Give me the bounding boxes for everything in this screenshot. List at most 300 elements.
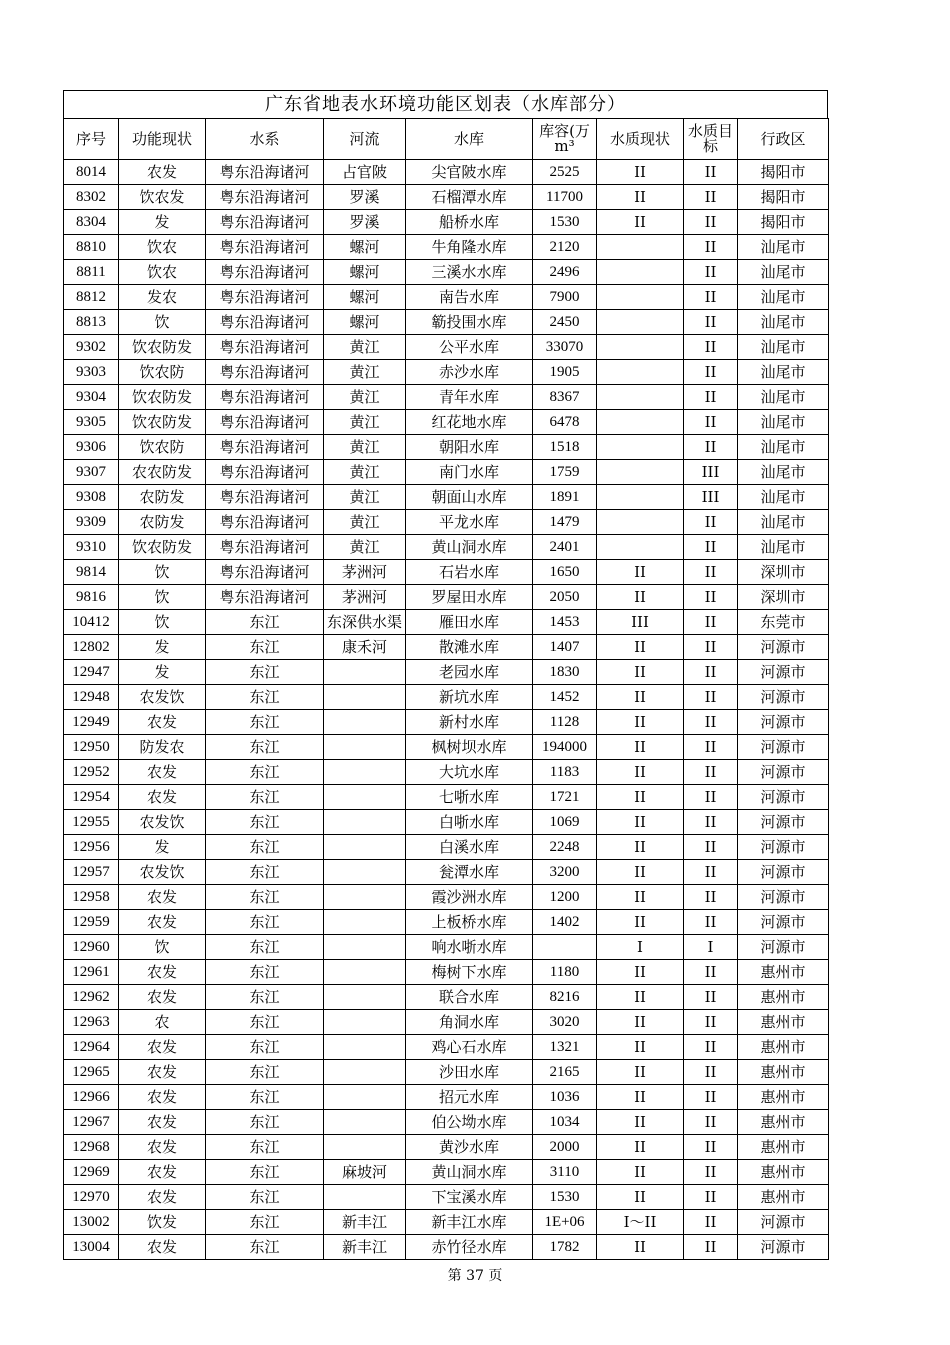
cell-river xyxy=(324,1010,406,1035)
cell-index: 12964 xyxy=(64,1035,119,1060)
cell-index: 12958 xyxy=(64,885,119,910)
cell-water-quality-target: II xyxy=(684,260,738,285)
cell-capacity: 1036 xyxy=(533,1085,597,1110)
cell-water-system: 东江 xyxy=(206,610,324,635)
header-water-quality-status: 水质现状 xyxy=(597,119,684,160)
cell-index: 12947 xyxy=(64,660,119,685)
header-capacity: 库容(万m³ xyxy=(533,119,597,160)
cell-river xyxy=(324,660,406,685)
cell-admin-region: 河源市 xyxy=(738,710,829,735)
cell-water-quality-target: II xyxy=(684,860,738,885)
cell-river xyxy=(324,1085,406,1110)
cell-water-system: 粤东沿海诸河 xyxy=(206,535,324,560)
cell-water-system: 粤东沿海诸河 xyxy=(206,210,324,235)
cell-reservoir: 黄沙水库 xyxy=(406,1135,533,1160)
cell-function-status: 农发饮 xyxy=(119,810,206,835)
cell-river: 黄江 xyxy=(324,385,406,410)
table-row xyxy=(64,410,829,435)
cell-admin-region: 揭阳市 xyxy=(738,185,829,210)
cell-index: 10412 xyxy=(64,610,119,635)
table-row xyxy=(64,435,829,460)
cell-capacity: 1759 xyxy=(533,460,597,485)
cell-function-status: 饮农防发 xyxy=(119,335,206,360)
table-row xyxy=(64,760,829,785)
cell-water-quality-status xyxy=(597,285,684,310)
cell-admin-region: 河源市 xyxy=(738,885,829,910)
cell-river: 黄江 xyxy=(324,335,406,360)
table-row xyxy=(64,660,829,685)
cell-index: 12950 xyxy=(64,735,119,760)
cell-function-status: 农防发 xyxy=(119,510,206,535)
cell-index: 9816 xyxy=(64,585,119,610)
cell-water-quality-target: II xyxy=(684,560,738,585)
cell-function-status: 饮发 xyxy=(119,1210,206,1235)
cell-capacity: 1069 xyxy=(533,810,597,835)
cell-water-quality-status: II xyxy=(597,785,684,810)
cell-admin-region: 深圳市 xyxy=(738,585,829,610)
cell-river xyxy=(324,785,406,810)
cell-index: 12968 xyxy=(64,1135,119,1160)
cell-function-status: 农发饮 xyxy=(119,860,206,885)
cell-index: 12956 xyxy=(64,835,119,860)
cell-capacity: 1891 xyxy=(533,485,597,510)
cell-index: 12970 xyxy=(64,1185,119,1210)
cell-function-status: 农防发 xyxy=(119,485,206,510)
cell-river xyxy=(324,985,406,1010)
cell-water-system: 东江 xyxy=(206,960,324,985)
cell-water-system: 粤东沿海诸河 xyxy=(206,585,324,610)
cell-index: 12966 xyxy=(64,1085,119,1110)
cell-river: 黄江 xyxy=(324,485,406,510)
table-row xyxy=(64,960,829,985)
cell-index: 12959 xyxy=(64,910,119,935)
cell-reservoir: 大坑水库 xyxy=(406,760,533,785)
cell-river: 黄江 xyxy=(324,410,406,435)
cell-river: 螺河 xyxy=(324,310,406,335)
cell-index: 9308 xyxy=(64,485,119,510)
cell-water-quality-status xyxy=(597,410,684,435)
cell-river xyxy=(324,885,406,910)
cell-river: 黄江 xyxy=(324,460,406,485)
cell-reservoir: 南告水库 xyxy=(406,285,533,310)
cell-water-quality-status: II xyxy=(597,860,684,885)
table-row xyxy=(64,260,829,285)
cell-water-system: 粤东沿海诸河 xyxy=(206,485,324,510)
cell-river: 黄江 xyxy=(324,435,406,460)
cell-water-system: 东江 xyxy=(206,660,324,685)
cell-reservoir: 散滩水库 xyxy=(406,635,533,660)
cell-reservoir: 雁田水库 xyxy=(406,610,533,635)
cell-river: 茅洲河 xyxy=(324,585,406,610)
cell-water-quality-status: II xyxy=(597,1085,684,1110)
reservoir-table xyxy=(63,118,829,1260)
cell-capacity: 2496 xyxy=(533,260,597,285)
cell-index: 9309 xyxy=(64,510,119,535)
cell-capacity: 1200 xyxy=(533,885,597,910)
cell-reservoir: 伯公坳水库 xyxy=(406,1110,533,1135)
cell-capacity: 2450 xyxy=(533,310,597,335)
cell-function-status: 饮农 xyxy=(119,235,206,260)
cell-function-status: 发 xyxy=(119,835,206,860)
cell-admin-region: 汕尾市 xyxy=(738,435,829,460)
cell-admin-region: 河源市 xyxy=(738,635,829,660)
cell-reservoir: 霞沙洲水库 xyxy=(406,885,533,910)
cell-capacity: 1650 xyxy=(533,560,597,585)
cell-water-system: 东江 xyxy=(206,735,324,760)
cell-index: 9304 xyxy=(64,385,119,410)
cell-river: 占官陂 xyxy=(324,160,406,185)
header-admin-region: 行政区 xyxy=(738,119,829,160)
cell-capacity: 1407 xyxy=(533,635,597,660)
header-water-quality-target: 水质目标 xyxy=(684,119,738,160)
cell-function-status: 农发 xyxy=(119,1085,206,1110)
cell-admin-region: 惠州市 xyxy=(738,1010,829,1035)
cell-river xyxy=(324,935,406,960)
cell-water-quality-target: II xyxy=(684,585,738,610)
cell-index: 9307 xyxy=(64,460,119,485)
table-row xyxy=(64,885,829,910)
cell-capacity: 1518 xyxy=(533,435,597,460)
cell-index: 12960 xyxy=(64,935,119,960)
cell-water-quality-target: II xyxy=(684,1185,738,1210)
cell-capacity: 1530 xyxy=(533,210,597,235)
cell-water-system: 东江 xyxy=(206,1185,324,1210)
cell-water-quality-status: II xyxy=(597,735,684,760)
cell-river xyxy=(324,810,406,835)
table-body xyxy=(64,160,829,1260)
cell-index: 8812 xyxy=(64,285,119,310)
cell-admin-region: 惠州市 xyxy=(738,1110,829,1135)
cell-admin-region: 惠州市 xyxy=(738,1160,829,1185)
cell-capacity: 1721 xyxy=(533,785,597,810)
table-row xyxy=(64,1035,829,1060)
cell-admin-region: 河源市 xyxy=(738,1210,829,1235)
cell-water-quality-status xyxy=(597,460,684,485)
cell-function-status: 饮农防发 xyxy=(119,385,206,410)
cell-water-system: 东江 xyxy=(206,785,324,810)
cell-admin-region: 惠州市 xyxy=(738,985,829,1010)
cell-water-quality-target: II xyxy=(684,1060,738,1085)
cell-reservoir: 白溪水库 xyxy=(406,835,533,860)
table-row xyxy=(64,185,829,210)
cell-index: 8811 xyxy=(64,260,119,285)
cell-water-system: 粤东沿海诸河 xyxy=(206,385,324,410)
cell-capacity: 1782 xyxy=(533,1235,597,1260)
table-row xyxy=(64,385,829,410)
cell-reservoir: 南门水库 xyxy=(406,460,533,485)
cell-water-quality-status: II xyxy=(597,1185,684,1210)
cell-capacity: 1321 xyxy=(533,1035,597,1060)
cell-river: 茅洲河 xyxy=(324,560,406,585)
cell-admin-region: 河源市 xyxy=(738,735,829,760)
cell-water-system: 粤东沿海诸河 xyxy=(206,185,324,210)
table-title: 广东省地表水环境功能区划表（水库部分） xyxy=(63,90,828,118)
table-row xyxy=(64,910,829,935)
cell-water-system: 粤东沿海诸河 xyxy=(206,460,324,485)
cell-reservoir: 罗屋田水库 xyxy=(406,585,533,610)
cell-reservoir: 瓮潭水库 xyxy=(406,860,533,885)
cell-water-quality-target: II xyxy=(684,735,738,760)
cell-capacity: 1183 xyxy=(533,760,597,785)
cell-water-quality-status xyxy=(597,235,684,260)
cell-water-quality-status: II xyxy=(597,635,684,660)
cell-capacity: 1830 xyxy=(533,660,597,685)
cell-admin-region: 汕尾市 xyxy=(738,285,829,310)
cell-river: 罗溪 xyxy=(324,210,406,235)
cell-admin-region: 汕尾市 xyxy=(738,385,829,410)
cell-capacity: 1034 xyxy=(533,1110,597,1135)
cell-water-quality-status: II xyxy=(597,1235,684,1260)
table-row xyxy=(64,735,829,760)
cell-river: 新丰江 xyxy=(324,1210,406,1235)
cell-reservoir: 平龙水库 xyxy=(406,510,533,535)
cell-index: 12957 xyxy=(64,860,119,885)
cell-river: 麻坡河 xyxy=(324,1160,406,1185)
cell-water-quality-target: II xyxy=(684,160,738,185)
cell-river xyxy=(324,760,406,785)
cell-capacity: 3020 xyxy=(533,1010,597,1035)
cell-water-quality-target: II xyxy=(684,1110,738,1135)
cell-admin-region: 河源市 xyxy=(738,860,829,885)
table-row xyxy=(64,785,829,810)
cell-water-quality-target: II xyxy=(684,435,738,460)
cell-river: 螺河 xyxy=(324,235,406,260)
cell-reservoir: 七哳水库 xyxy=(406,785,533,810)
cell-reservoir: 红花地水库 xyxy=(406,410,533,435)
cell-function-status: 饮农防发 xyxy=(119,410,206,435)
cell-index: 9306 xyxy=(64,435,119,460)
cell-reservoir: 梅树下水库 xyxy=(406,960,533,985)
header-river: 河流 xyxy=(324,119,406,160)
cell-river xyxy=(324,960,406,985)
table-row xyxy=(64,1235,829,1260)
cell-admin-region: 河源市 xyxy=(738,660,829,685)
cell-function-status: 农发 xyxy=(119,1135,206,1160)
cell-water-system: 粤东沿海诸河 xyxy=(206,160,324,185)
table-row xyxy=(64,810,829,835)
cell-water-system: 东江 xyxy=(206,810,324,835)
cell-function-status: 农发 xyxy=(119,160,206,185)
cell-reservoir: 石榴潭水库 xyxy=(406,185,533,210)
table-row xyxy=(64,1010,829,1035)
cell-river: 康禾河 xyxy=(324,635,406,660)
cell-reservoir: 船桥水库 xyxy=(406,210,533,235)
cell-index: 12969 xyxy=(64,1160,119,1185)
cell-function-status: 农发 xyxy=(119,1110,206,1135)
cell-water-quality-status xyxy=(597,260,684,285)
cell-water-quality-status: II xyxy=(597,960,684,985)
cell-capacity: 3200 xyxy=(533,860,597,885)
cell-water-system: 东江 xyxy=(206,1035,324,1060)
table-row xyxy=(64,535,829,560)
cell-water-quality-target: II xyxy=(684,535,738,560)
cell-water-system: 东江 xyxy=(206,1110,324,1135)
table-row xyxy=(64,560,829,585)
cell-river: 黄江 xyxy=(324,510,406,535)
cell-capacity: 7900 xyxy=(533,285,597,310)
cell-water-quality-target: II xyxy=(684,1135,738,1160)
cell-capacity: 8216 xyxy=(533,985,597,1010)
cell-reservoir: 公平水库 xyxy=(406,335,533,360)
cell-water-quality-target: II xyxy=(684,1235,738,1260)
cell-river xyxy=(324,1110,406,1135)
cell-water-quality-status: II xyxy=(597,660,684,685)
table-row xyxy=(64,285,829,310)
cell-river: 螺河 xyxy=(324,260,406,285)
cell-index: 12952 xyxy=(64,760,119,785)
cell-reservoir: 牛角隆水库 xyxy=(406,235,533,260)
cell-index: 12967 xyxy=(64,1110,119,1135)
cell-water-quality-status: II xyxy=(597,760,684,785)
cell-water-quality-status: I xyxy=(597,935,684,960)
cell-admin-region: 深圳市 xyxy=(738,560,829,585)
cell-water-quality-target: II xyxy=(684,910,738,935)
cell-reservoir: 白哳水库 xyxy=(406,810,533,835)
cell-function-status: 饮 xyxy=(119,585,206,610)
cell-water-quality-status: III xyxy=(597,610,684,635)
cell-capacity: 194000 xyxy=(533,735,597,760)
cell-reservoir: 角洞水库 xyxy=(406,1010,533,1035)
cell-reservoir: 上板桥水库 xyxy=(406,910,533,935)
cell-water-system: 东江 xyxy=(206,860,324,885)
cell-reservoir: 黄山洞水库 xyxy=(406,535,533,560)
cell-index: 9814 xyxy=(64,560,119,585)
cell-index: 9302 xyxy=(64,335,119,360)
cell-capacity: 3110 xyxy=(533,1160,597,1185)
cell-water-system: 粤东沿海诸河 xyxy=(206,310,324,335)
cell-function-status: 农发 xyxy=(119,760,206,785)
table-row xyxy=(64,310,829,335)
cell-water-quality-target: II xyxy=(684,1160,738,1185)
cell-function-status: 农发 xyxy=(119,1160,206,1185)
cell-reservoir: 石岩水库 xyxy=(406,560,533,585)
cell-water-quality-status: II xyxy=(597,210,684,235)
cell-water-quality-status: II xyxy=(597,585,684,610)
cell-water-system: 粤东沿海诸河 xyxy=(206,560,324,585)
cell-reservoir: 三溪水水库 xyxy=(406,260,533,285)
spreadsheet-page xyxy=(63,90,828,1260)
cell-admin-region: 汕尾市 xyxy=(738,535,829,560)
cell-index: 12802 xyxy=(64,635,119,660)
cell-capacity: 1128 xyxy=(533,710,597,735)
table-row xyxy=(64,1160,829,1185)
table-row xyxy=(64,585,829,610)
header-index: 序号 xyxy=(64,119,119,160)
cell-admin-region: 惠州市 xyxy=(738,1185,829,1210)
cell-water-system: 东江 xyxy=(206,1235,324,1260)
cell-index: 12963 xyxy=(64,1010,119,1035)
cell-reservoir: 响水哳水库 xyxy=(406,935,533,960)
cell-river: 黄江 xyxy=(324,535,406,560)
cell-river: 罗溪 xyxy=(324,185,406,210)
cell-water-quality-status: II xyxy=(597,1060,684,1085)
cell-function-status: 农发饮 xyxy=(119,685,206,710)
cell-water-system: 东江 xyxy=(206,885,324,910)
cell-water-quality-target: II xyxy=(684,235,738,260)
cell-index: 9305 xyxy=(64,410,119,435)
table-row xyxy=(64,335,829,360)
cell-function-status: 农发 xyxy=(119,1060,206,1085)
cell-water-quality-status: II xyxy=(597,710,684,735)
cell-index: 8302 xyxy=(64,185,119,210)
header-water-system: 水系 xyxy=(206,119,324,160)
cell-function-status: 农发 xyxy=(119,1185,206,1210)
table-row xyxy=(64,1185,829,1210)
cell-water-quality-status xyxy=(597,535,684,560)
cell-water-quality-target: II xyxy=(684,385,738,410)
cell-river xyxy=(324,710,406,735)
cell-reservoir: 簕投围水库 xyxy=(406,310,533,335)
table-row xyxy=(64,210,829,235)
cell-index: 9310 xyxy=(64,535,119,560)
cell-admin-region: 惠州市 xyxy=(738,1035,829,1060)
cell-capacity: 2050 xyxy=(533,585,597,610)
cell-admin-region: 惠州市 xyxy=(738,1060,829,1085)
table-row xyxy=(64,360,829,385)
cell-water-quality-target: II xyxy=(684,1010,738,1035)
cell-water-system: 东江 xyxy=(206,710,324,735)
cell-function-status: 饮农防发 xyxy=(119,535,206,560)
cell-capacity: 1453 xyxy=(533,610,597,635)
cell-admin-region: 揭阳市 xyxy=(738,160,829,185)
cell-capacity: 2248 xyxy=(533,835,597,860)
table-row xyxy=(64,1135,829,1160)
cell-admin-region: 河源市 xyxy=(738,785,829,810)
cell-function-status: 饮农 xyxy=(119,260,206,285)
cell-reservoir: 新村水库 xyxy=(406,710,533,735)
cell-water-quality-status xyxy=(597,310,684,335)
cell-function-status: 农农防发 xyxy=(119,460,206,485)
cell-water-system: 东江 xyxy=(206,835,324,860)
table-row xyxy=(64,1210,829,1235)
cell-river xyxy=(324,835,406,860)
table-row xyxy=(64,685,829,710)
cell-water-quality-target: II xyxy=(684,335,738,360)
table-row xyxy=(64,510,829,535)
cell-water-quality-status: II xyxy=(597,1035,684,1060)
cell-capacity: 1530 xyxy=(533,1185,597,1210)
cell-reservoir: 新坑水库 xyxy=(406,685,533,710)
cell-function-status: 农发 xyxy=(119,985,206,1010)
cell-water-quality-target: III xyxy=(684,460,738,485)
cell-reservoir: 朝面山水库 xyxy=(406,485,533,510)
cell-water-quality-target: II xyxy=(684,310,738,335)
cell-function-status: 发 xyxy=(119,210,206,235)
table-row xyxy=(64,860,829,885)
cell-admin-region: 汕尾市 xyxy=(738,235,829,260)
cell-water-quality-target: II xyxy=(684,1035,738,1060)
cell-function-status: 饮农防 xyxy=(119,435,206,460)
table-row xyxy=(64,1110,829,1135)
cell-water-quality-status xyxy=(597,385,684,410)
table-row xyxy=(64,935,829,960)
cell-river xyxy=(324,1060,406,1085)
cell-water-quality-status: I～II xyxy=(597,1210,684,1235)
cell-water-system: 粤东沿海诸河 xyxy=(206,510,324,535)
cell-reservoir: 招元水库 xyxy=(406,1085,533,1110)
cell-water-system: 粤东沿海诸河 xyxy=(206,360,324,385)
cell-admin-region: 惠州市 xyxy=(738,1135,829,1160)
cell-capacity: 1E+06 xyxy=(533,1210,597,1235)
cell-function-status: 农发 xyxy=(119,710,206,735)
cell-river: 新丰江 xyxy=(324,1235,406,1260)
cell-reservoir: 新丰江水库 xyxy=(406,1210,533,1235)
cell-reservoir: 老园水库 xyxy=(406,660,533,685)
cell-water-quality-status: II xyxy=(597,910,684,935)
cell-capacity: 2000 xyxy=(533,1135,597,1160)
cell-water-quality-target: II xyxy=(684,285,738,310)
cell-water-quality-target: II xyxy=(684,210,738,235)
